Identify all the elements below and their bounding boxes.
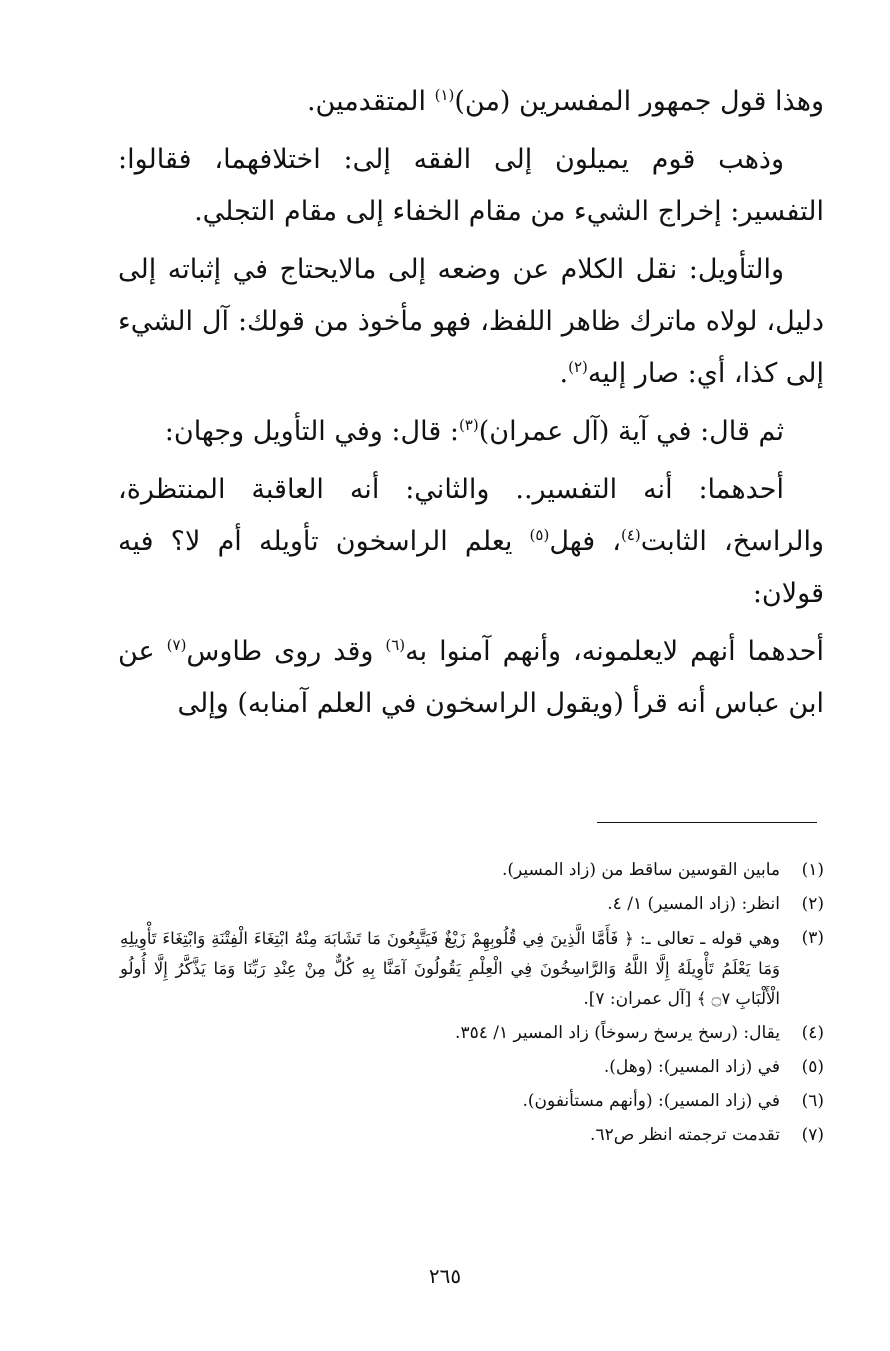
footnotes <box>120 856 824 1155</box>
paragraph-2: وذهب قوم يميلون إلى الفقه إلى: اختلافهما، فقالوا: التفسير: إخراج الشيء من مقام الخفاء إلى مقام التجلي. <box>118 144 824 227</box>
footnote-ref-5: (٥) <box>529 526 550 544</box>
footnote-ref-7: (٧) <box>166 636 187 654</box>
footnote-text: في (زاد المسير): (وهل). <box>603 1057 780 1077</box>
paragraph-6 <box>118 626 824 730</box>
footnote-text: تقدمت ترجمته انظر ص٦٢. <box>590 1125 780 1145</box>
verse-reference: [آل عمران: ٧]. <box>583 989 697 1009</box>
footnote-ref-2: (٢) <box>568 358 588 376</box>
text-span: والتأويل: نقل الكلام عن وضعه إلى مالايحتاج في إثباته إلى دليل، لولاه ماترك ظاهر اللفظ، فهو مأخوذ من قولك: آل الشيء إلى كذا، أي: صار إليه <box>118 254 824 389</box>
footnote-text: يقال: (رسخ يرسخ رسوخاً) زاد المسير ١/ ٣٥٤. <box>455 1023 780 1043</box>
footnote-number: (٥) <box>801 1057 824 1077</box>
text-span: ثم قال: في آية (آل عمران) <box>478 416 784 447</box>
main-text <box>118 76 824 736</box>
footnote-prefix: وهي قوله ـ تعالى ـ: <box>633 929 780 949</box>
footnote-ref-6: (٦) <box>385 636 406 654</box>
footnote-text: في (زاد المسير): (وأنهم مستأنفون). <box>522 1091 780 1111</box>
paragraph-5 <box>118 464 824 620</box>
footnote-4 <box>120 1019 824 1048</box>
text-span: . <box>559 358 569 389</box>
footnote-ref-1: (١) <box>434 86 455 104</box>
footnote-number: (٦) <box>801 1091 824 1111</box>
footnote-number: (٧) <box>801 1125 824 1145</box>
text-span: : قال: وفي التأويل وجهان: <box>164 416 459 447</box>
text-span: وهذا قول جمهور المفسرين (من) <box>454 86 824 117</box>
footnote-1 <box>120 856 824 885</box>
footnote-5 <box>120 1053 824 1082</box>
text-span: وقد روى طاوس <box>186 636 386 667</box>
text-span: أحدهما أنهم لايعلمونه، وأنهم آمنوا به <box>405 636 824 667</box>
text-span: المتقدمين. <box>306 86 435 117</box>
footnote-text <box>120 924 780 1014</box>
text-span: أحدهما: أنه التفسير.. والثاني: أنه العاقبة المنتظرة، والراسخ، الثابت <box>118 474 824 557</box>
footnote-divider <box>597 822 817 823</box>
quran-verse: ﴿ فَأَمَّا الَّذِينَ فِي قُلُوبِهِمْ زَيْغٌ فَيَتَّبِعُونَ مَا تَشَابَهَ مِنْهُ ابْتِغَاءَ الْفِتْنَةِ وَابْتِغَاءَ تَأْوِيلِهِ وَمَا يَعْلَمُ تَأْوِيلَهُ إِلَّا اللَّهُ وَالرَّاسِخُونَ فِي الْعِلْمِ يَقُولُونَ آمَنَّا بِهِ كُلٌّ مِنْ عِنْدِ رَبِّنَا وَمَا يَذَّكَّرُ إِلَّا أُولُو الْأَلْبَابِ ۝٧ ﴾ <box>120 929 780 1008</box>
footnote-ref-3: (٣) <box>458 416 479 434</box>
footnote-3 <box>120 924 824 1014</box>
footnote-number: (٤) <box>801 1023 824 1043</box>
footnote-number: (٣) <box>801 928 824 948</box>
text-span: ، فهل <box>549 526 621 557</box>
footnote-6 <box>120 1087 824 1116</box>
footnote-ref-4: (٤) <box>620 526 641 544</box>
footnote-text: مابين القوسين ساقط من (زاد المسير). <box>501 860 780 880</box>
footnote-2 <box>120 890 824 919</box>
paragraph-1 <box>118 76 824 128</box>
footnote-number: (٢) <box>801 894 824 914</box>
paragraph-3 <box>118 244 824 400</box>
footnote-7 <box>120 1121 824 1150</box>
paragraph-4 <box>118 406 824 458</box>
page-number: ٢٦٥ <box>428 1264 462 1288</box>
text-span: يعلم الراسخون تأويله أم لا؟ فيه قولان: <box>118 526 824 609</box>
footnote-number: (١) <box>801 860 824 880</box>
footnote-text: انظر: (زاد المسير) ١/ ٤. <box>607 894 780 914</box>
text-span: عن ابن عباس أنه قرأ (ويقول الراسخون في العلم آمنابه) وإلى <box>118 636 824 719</box>
